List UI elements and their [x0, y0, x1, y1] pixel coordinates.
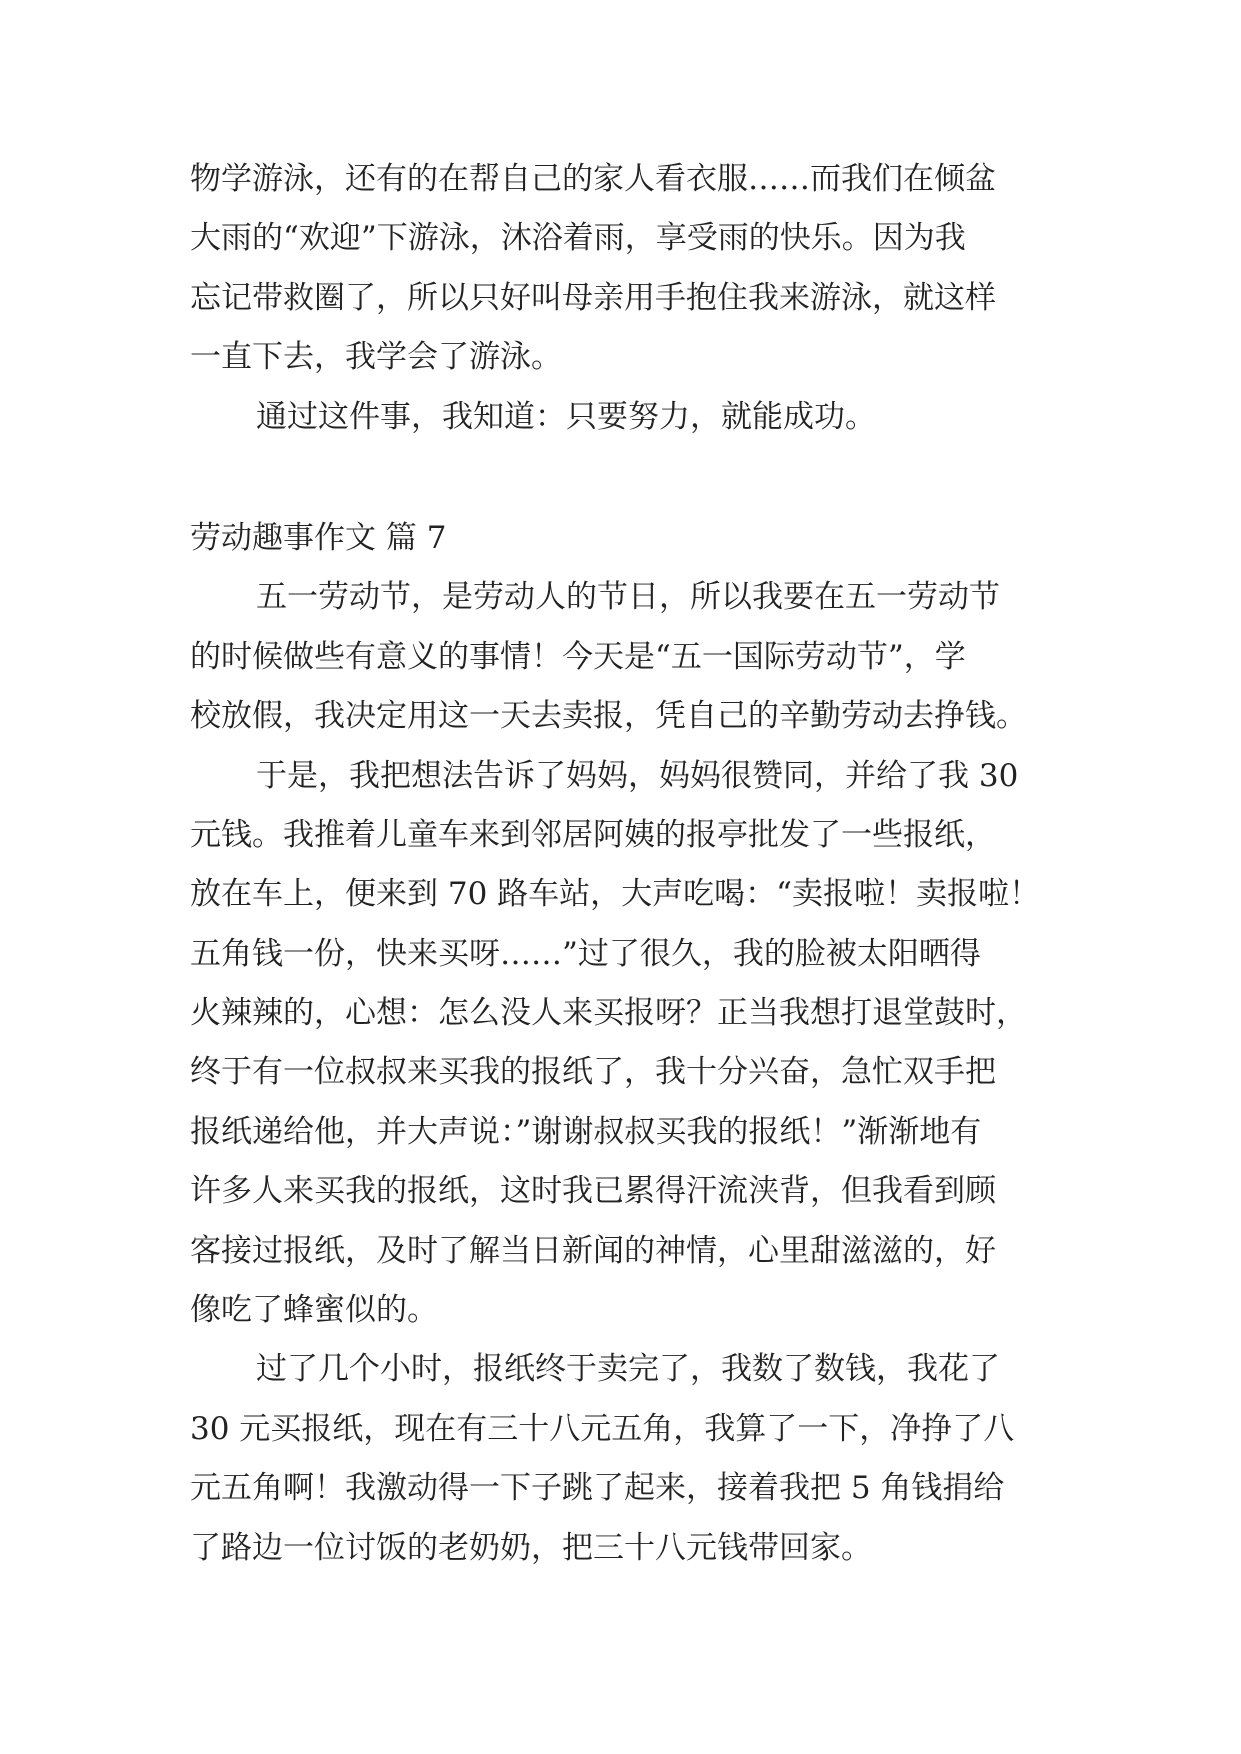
paragraph-1 [190, 568, 1060, 746]
text-line: 校放假，我决定用这一天去卖报，凭自己的辛勤劳动去挣钱。 [190, 698, 1027, 735]
paragraph-3 [190, 1340, 1060, 1578]
text-line: 放在车上，便来到 70 路车站，大声吃喝：“卖报啦！卖报啦！ [190, 876, 1040, 913]
text-line: 五一劳动节，是劳动人的节日，所以我要在五一劳动节 [256, 579, 1000, 616]
text-line: 元钱。我推着儿童车来到邻居阿姨的报亭批发了一些报纸， [190, 816, 996, 853]
paragraph-prev-2 [190, 388, 1060, 447]
text-line: 报纸递给他，并大声说：”谢谢叔叔买我的报纸！”渐渐地有 [190, 1113, 982, 1150]
text-line: 许多人来买我的报纸，这时我已累得汗流浃背，但我看到顾 [190, 1173, 996, 1210]
text-line: 30 元买报纸，现在有三十八元五角，我算了一下，净挣了八 [190, 1410, 1015, 1447]
document-page [190, 150, 1060, 1578]
text-line: 元五角啊！我激动得一下子跳了起来，接着我把 5 角钱捐给 [190, 1470, 1005, 1507]
text-line: 于是，我把想法告诉了妈妈，妈妈很赞同，并给了我 30 [256, 757, 1019, 794]
text-line: 火辣辣的，心想：怎么没人来买报呀？正当我想打退堂鼓时， [190, 995, 1027, 1032]
text-line: 像吃了蜂蜜似的。 [190, 1292, 438, 1329]
text-line: 了路边一位讨饭的老奶奶，把三十八元钱带回家。 [190, 1529, 872, 1566]
text-line: 过了几个小时，报纸终于卖完了，我数了数钱，我花了 [256, 1351, 1000, 1388]
section-heading-block [190, 509, 1060, 568]
text-line: 客接过报纸，及时了解当日新闻的神情，心里甜滋滋的，好 [190, 1232, 996, 1269]
text-line: 大雨的“欢迎”下游泳，沐浴着雨，享受雨的快乐。因为我 [190, 220, 966, 257]
text-line: 物学游泳，还有的在帮自己的家人看衣服……而我们在倾盆 [190, 161, 996, 197]
section-heading: 劳动趣事作文 篇 7 [190, 519, 447, 556]
text-line: 通过这件事，我知道：只要努力，就能成功。 [256, 398, 876, 435]
paragraph-2 [190, 747, 1060, 1341]
text-line: 五角钱一份，快来买呀……”过了很久，我的脸被太阳晒得 [190, 935, 981, 972]
text-line: 终于有一位叔叔来买我的报纸了，我十分兴奋，急忙双手把 [190, 1054, 996, 1091]
paragraph-prev-1 [190, 150, 1060, 388]
text-line: 的时候做些有意义的事情！今天是“五一国际劳动节”，学 [190, 638, 966, 675]
text-line: 忘记带救圈了，所以只好叫母亲用手抱住我来游泳，就这样 [190, 279, 996, 316]
text-line: 一直下去，我学会了游泳。 [190, 339, 562, 376]
